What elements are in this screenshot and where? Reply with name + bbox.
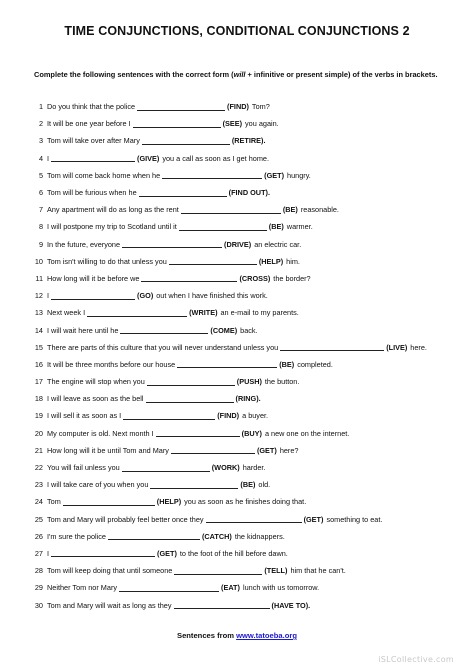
verb-hint: (SEE) [222,119,243,129]
item-continuation: hungry. [287,170,311,180]
answer-blank[interactable] [122,464,210,472]
answer-blank[interactable] [122,240,222,248]
tatoeba-link[interactable]: www.tatoeba.org [236,631,297,640]
verb-hint: (CATCH) [201,531,232,541]
exercise-item [32,321,462,338]
item-continuation: a new one on the internet. [264,428,350,438]
answer-blank[interactable] [181,206,281,214]
answer-blank[interactable] [108,532,200,540]
exercise-item [32,528,462,545]
exercise-item [32,373,462,390]
item-continuation: him. [286,256,300,266]
item-prompt: I [47,548,50,558]
exercise-item [32,304,462,321]
item-number: 27 [34,548,43,558]
verb-hint: (GET) [264,170,285,180]
answer-blank[interactable] [156,429,240,437]
item-continuation: you again. [245,119,279,129]
instructions [34,70,454,79]
exercise-item [32,236,462,253]
item-continuation: you as soon as he finishes doing that. [184,497,307,507]
exercise-item [32,545,462,562]
item-number: 8 [38,222,43,232]
item-number: 25 [34,514,43,524]
item-continuation: the kidnappers. [234,531,285,541]
item-continuation: an electric car. [254,239,302,249]
answer-blank[interactable] [51,154,135,162]
item-prompt: Next week I [47,308,86,318]
exercise-item [32,339,462,356]
verb-hint: (DRIVE) [224,239,252,249]
item-number: 23 [34,480,43,490]
item-number: 24 [34,497,43,507]
item-number: 20 [34,428,43,438]
verb-hint: (BE) [279,359,295,369]
exercise-item [32,253,462,270]
item-prompt: I will sell it as soon as I [47,411,122,421]
answer-blank[interactable] [146,395,234,403]
verb-hint: (TELL) [264,566,288,576]
answer-blank[interactable] [206,515,302,523]
item-number: 2 [38,119,43,129]
worksheet-title: TIME CONJUNCTIONS, CONDITIONAL CONJUNCTIONS 2 [64,24,410,38]
item-continuation: a buyer. [242,411,269,421]
item-prompt: The engine will stop when you [47,377,145,387]
item-number: 3 [38,136,43,146]
footer-credit [0,631,474,640]
answer-blank[interactable] [171,446,255,454]
item-number: 16 [34,359,43,369]
exercise-item [32,201,462,218]
footer-prefix: Sentences from [177,631,237,640]
item-prompt: Tom will come back home when he [47,170,161,180]
item-number: 9 [38,239,43,249]
item-number: 19 [34,411,43,421]
answer-blank[interactable] [51,292,135,300]
verb-hint: (PUSH) [236,377,262,387]
item-continuation: back. [240,325,258,335]
item-number: 15 [34,342,43,352]
item-continuation: lunch with us tomorrow. [242,583,320,593]
verb-hint: (WRITE) [189,308,218,318]
verb-hint: (BE) [240,480,256,490]
verb-hint: (LIVE) [386,342,408,352]
item-number: 7 [38,205,43,215]
item-number: 30 [34,600,43,610]
item-prompt: I will leave as soon as the bell [47,394,144,404]
item-number: 21 [34,445,43,455]
answer-blank[interactable] [147,378,235,386]
item-continuation: the border? [273,273,311,283]
verb-hint: (BE) [282,205,298,215]
verb-hint: (BUY) [241,428,262,438]
verb-hint: (HELP) [258,256,284,266]
answer-blank[interactable] [174,567,262,575]
item-prompt: Do you think that the police [47,102,136,112]
exercise-item [32,493,462,510]
answer-blank[interactable] [120,326,208,334]
item-continuation: here. [410,342,427,352]
answer-blank[interactable] [141,274,237,282]
item-number: 10 [34,256,43,266]
item-prompt: Tom will take over after Mary [47,136,140,146]
answer-blank[interactable] [123,412,215,420]
answer-blank[interactable] [119,584,219,592]
exercise-item [32,184,462,201]
verb-hint: (BE) [268,222,284,232]
answer-blank[interactable] [63,498,155,506]
exercise-item [32,150,462,167]
verb-hint: (GET) [157,548,177,558]
exercise-item [32,390,462,407]
item-prompt: Tom will be furious when he [47,188,137,198]
item-prompt: My computer is old. Next month I [47,428,154,438]
exercise-item [32,596,462,613]
answer-blank[interactable] [162,171,262,179]
verb-hint: (FIND OUT). [228,188,270,198]
verb-hint: (FIND) [227,102,249,112]
item-prompt: Tom and Mary will probably feel better once they [47,514,204,524]
answer-blank[interactable] [142,137,230,145]
answer-blank[interactable] [150,481,238,489]
item-continuation: reasonable. [300,205,339,215]
answer-blank[interactable] [137,103,225,111]
item-number: 17 [34,377,43,387]
item-number: 1 [38,102,43,112]
item-continuation: out when I have finished this work. [156,291,268,301]
item-prompt: You will fail unless you [47,463,120,473]
item-continuation: something to eat. [326,514,383,524]
verb-hint: (COME) [210,325,238,335]
exercise-item [32,167,462,184]
item-continuation: warmer. [286,222,313,232]
item-number: 29 [34,583,43,593]
verb-hint: (EAT) [221,583,240,593]
verb-hint: (GET) [303,514,324,524]
item-continuation: him that he can't. [290,566,346,576]
item-prompt: I will take care of you when you [47,480,149,490]
item-prompt: I will wait here until he [47,325,119,335]
item-continuation: completed. [297,359,333,369]
item-number: 5 [38,170,43,180]
verb-hint: (RING). [235,394,261,404]
exercise-item [32,356,462,373]
item-continuation: old. [258,480,271,490]
item-prompt: It will be three months before our house [47,359,176,369]
item-number: 28 [34,566,43,576]
answer-blank[interactable] [179,223,267,231]
item-number: 14 [34,325,43,335]
item-prompt: I will postpone my trip to Scotland until it [47,222,177,232]
item-number: 4 [38,153,43,163]
item-prompt: I [47,153,50,163]
answer-blank[interactable] [133,120,221,128]
item-continuation: you a call as soon as I get home. [162,153,270,163]
verb-hint: (HELP) [156,497,182,507]
exercise-item [32,562,462,579]
item-continuation: harder. [242,463,266,473]
item-number: 18 [34,394,43,404]
verb-hint: (CROSS) [239,273,271,283]
exercise-item [32,511,462,528]
verb-hint: (FIND) [217,411,240,421]
item-number: 12 [34,291,43,301]
item-number: 26 [34,531,43,541]
item-prompt: There are parts of this culture that you will never understand unless you [47,342,279,352]
verb-hint: (HAVE TO). [271,600,311,610]
answer-blank[interactable] [280,343,384,351]
item-prompt: How long will it be until Tom and Mary [47,445,169,455]
exercise-item [32,579,462,596]
answer-blank[interactable] [169,257,257,265]
answer-blank[interactable] [87,309,187,317]
item-prompt: Tom will keep doing that until someone [47,566,173,576]
exercise-list [32,98,462,614]
verb-hint: (WORK) [211,463,240,473]
exercise-item [32,270,462,287]
answer-blank[interactable] [139,189,227,197]
instruction-text: Complete the following sentences with the correct form (will + infinitive or present simple) of the verbs in brackets. [34,70,438,79]
answer-blank[interactable] [177,360,277,368]
exercise-item [32,459,462,476]
item-prompt: Tom isn't willing to do that unless you [47,256,167,266]
exercise-item [32,218,462,235]
exercise-item [32,442,462,459]
exercise-item [32,132,462,149]
item-prompt: In the future, everyone [47,239,121,249]
item-continuation: Tom? [251,102,270,112]
answer-blank[interactable] [174,601,270,609]
verb-hint: (GIVE) [137,153,160,163]
answer-blank[interactable] [51,549,155,557]
item-continuation: an e-mail to my parents. [220,308,299,318]
verb-hint: (GET) [256,445,277,455]
item-prompt: I'm sure the police [47,531,106,541]
item-prompt: How long will it be before we [47,273,140,283]
item-number: 13 [34,308,43,318]
exercise-item [32,407,462,424]
item-prompt: I [47,291,50,301]
verb-hint: (GO) [137,291,154,301]
exercise-item [32,476,462,493]
item-number: 11 [35,273,43,283]
exercise-item [32,115,462,132]
item-prompt: Tom [47,497,61,507]
item-prompt: Neither Tom nor Mary [47,583,118,593]
item-prompt: Any apartment will do as long as the rent [47,205,179,215]
watermark: iSLCollective.com [378,655,454,664]
exercise-item [32,287,462,304]
exercise-item [32,425,462,442]
item-continuation: to the foot of the hill before dawn. [179,548,288,558]
exercise-item [32,98,462,115]
verb-hint: (RETIRE). [231,136,266,146]
item-number: 6 [38,188,43,198]
item-prompt: Tom and Mary will wait as long as they [47,600,172,610]
item-number: 22 [34,463,43,473]
item-prompt: It will be one year before I [47,119,131,129]
item-continuation: the button. [264,377,300,387]
item-continuation: here? [279,445,299,455]
